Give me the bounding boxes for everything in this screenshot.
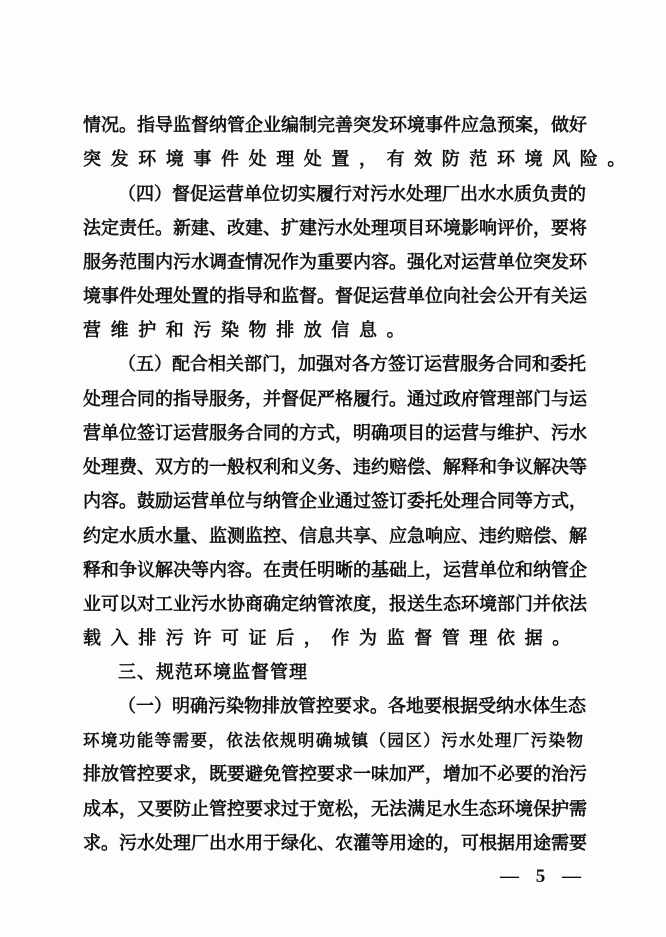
text-line: 处理费、双方的一般权利和义务、违约赔偿、解释和争议解决等: [83, 457, 587, 478]
section-heading: 三、规范环境监督管理: [118, 662, 308, 683]
text-line: （五）配合相关部门，加强对各方签订运营服务合同和委托: [118, 354, 586, 375]
text-line: 情况。指导监督纳管企业编制完善突发环境事件应急预案，做好: [83, 115, 587, 136]
text-line: 境事件处理处置的指导和监督。督促运营单位向社会公开有关运: [83, 286, 587, 307]
page-number: — 5 —: [500, 866, 587, 887]
text-line: 营单位签订运营服务合同的方式，明确项目的运营与维护、污水: [83, 423, 587, 444]
text-line: 法定责任。新建、改建、扩建污水处理项目环境影响评价，要将: [83, 218, 587, 239]
text-line: 营维护和污染物排放信息。: [83, 320, 415, 341]
text-line: 释和争议解决等内容。在责任明晰的基础上，运营单位和纳管企: [83, 560, 587, 581]
text-line: 环境功能等需要，依法依规明确城镇（园区）污水处理厂污染物: [83, 731, 583, 750]
text-line: 服务范围内污水调查情况作为重要内容。强化对运营单位突发环: [83, 252, 587, 273]
text-line: 求。污水处理厂出水用于绿化、农灌等用途的，可根据用途需要: [83, 833, 587, 854]
text-line: 载入排污许可证后，作为监督管理依据。: [83, 628, 580, 649]
text-line: 成本，又要防止管控要求过于宽松，无法满足水生态环境保护需: [83, 799, 587, 820]
text-line: 处理合同的指导服务，并督促严格履行。通过政府管理部门与运: [83, 389, 587, 410]
text-line: （一）明确污染物排放管控要求。各地要根据受纳水体生态: [118, 696, 586, 717]
text-line: 排放管控要求，既要避免管控要求一味加严，增加不必要的治污: [83, 764, 587, 785]
text-line: 约定水质水量、监测监控、信息共享、应急响应、违约赔偿、解: [83, 526, 587, 547]
text-line: （四）督促运营单位切实履行对污水处理厂出水水质负责的: [118, 184, 586, 205]
text-line: 业可以对工业污水协商确定纳管浓度，报送生态环境部门并依法: [83, 594, 587, 615]
text-line: 内容。鼓励运营单位与纳管企业通过签订委托处理合同等方式，: [83, 491, 587, 512]
text-line: 突发环境事件处理处置，有效防范环境风险。: [83, 149, 635, 170]
